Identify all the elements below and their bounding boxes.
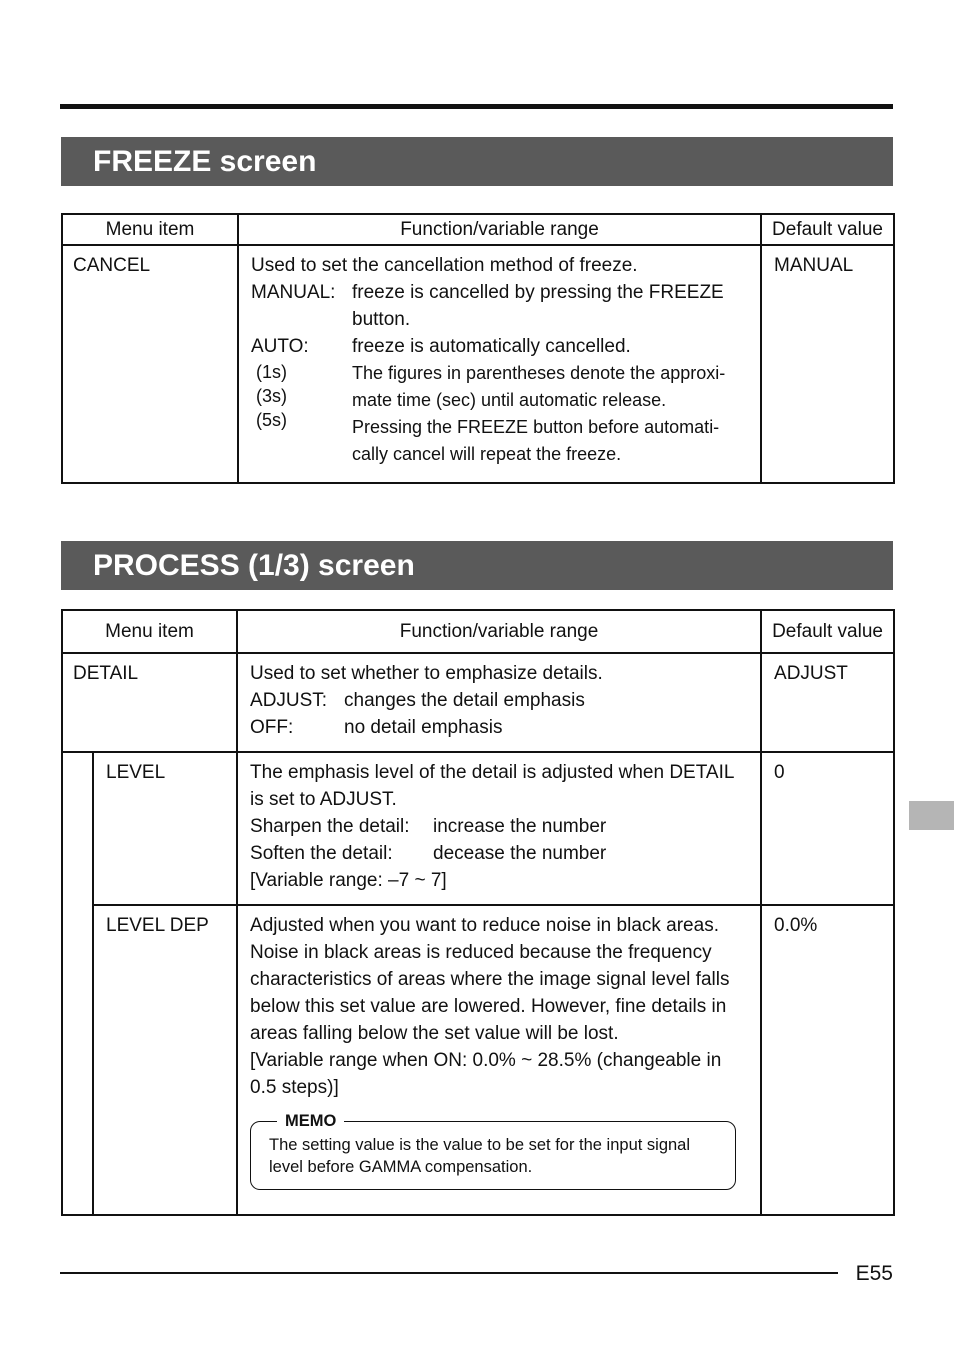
header-default: Default value — [761, 214, 894, 245]
auto-label: AUTO: — [251, 336, 309, 357]
header-function: Function/variable range — [238, 214, 761, 245]
level-dep-text: Adjusted when you want to reduce noise in black areas. Noise in black areas is reduced because the frequency characteristics of areas where the image signal level falls below this set value are lowered. However, fine details in areas falling below the set value will be lost. — [250, 915, 730, 1044]
cancel-default: MANUAL — [761, 245, 894, 483]
soften-label: Soften the detail: — [250, 843, 393, 864]
memo-text: The setting value is the value to be set for the input signal level before GAMMA compensation. — [269, 1136, 691, 1176]
header-function: Function/variable range — [237, 610, 761, 653]
option-1s: (1s) — [256, 362, 287, 382]
level-default: 0 — [761, 752, 894, 905]
level-dep-default: 0.0% — [761, 905, 894, 1215]
table-row-detail — [62, 653, 894, 752]
sharpen-text: increase the number — [433, 816, 607, 837]
freeze-table — [61, 213, 895, 484]
option-5s: (5s) — [256, 410, 287, 430]
detail-function — [237, 653, 761, 752]
indent-cell — [62, 752, 93, 1215]
cancel-auto-notes — [251, 360, 750, 468]
header-menu-item: Menu item — [62, 214, 238, 245]
detail-adjust-row — [250, 687, 750, 714]
detail-off-row — [250, 714, 750, 741]
off-text: no detail emphasis — [344, 717, 503, 738]
level-item: LEVEL — [93, 752, 237, 905]
detail-item: DETAIL — [62, 653, 237, 752]
level-dep-item: LEVEL DEP — [93, 905, 237, 1215]
soften-text: decease the number — [433, 843, 607, 864]
off-label: OFF: — [250, 717, 294, 738]
top-rule — [60, 104, 893, 109]
auto-text: freeze is automatically cancelled. — [352, 336, 631, 357]
page-number: E55 — [855, 1262, 893, 1285]
process-table — [61, 609, 895, 1216]
process-header-row — [62, 610, 894, 653]
level-intro: The emphasis level of the detail is adjusted when DETAIL is set to ADJUST. — [250, 762, 734, 810]
freeze-section-title: FREEZE screen — [61, 137, 893, 186]
auto-note-1: The figures in parentheses denote the approxi-mate time (sec) until automatic release. — [352, 363, 726, 410]
header-default: Default value — [761, 610, 894, 653]
table-row-level — [62, 752, 894, 905]
freeze-header-row — [62, 214, 894, 245]
option-3s: (3s) — [256, 386, 287, 406]
cancel-function — [238, 245, 761, 483]
table-row-level-dep — [62, 905, 894, 1215]
memo-title: MEMO — [277, 1110, 344, 1132]
cancel-item: CANCEL — [62, 245, 238, 483]
header-menu-item: Menu item — [62, 610, 237, 653]
adjust-text: changes the detail emphasis — [344, 690, 585, 711]
auto-note-2: Pressing the FREEZE button before automati-cally cancel will repeat the freeze. — [352, 417, 720, 464]
level-range: [Variable range: –7 ~ 7] — [250, 870, 447, 891]
adjust-label: ADJUST: — [250, 690, 328, 711]
detail-default: ADJUST — [761, 653, 894, 752]
bottom-rule — [60, 1272, 838, 1274]
level-function — [237, 752, 761, 905]
sharpen-label: Sharpen the detail: — [250, 816, 410, 837]
level-sharpen-row — [250, 813, 750, 840]
memo-box — [250, 1112, 736, 1190]
cancel-auto-row — [251, 333, 750, 360]
manual-label: MANUAL: — [251, 282, 336, 303]
detail-intro: Used to set whether to emphasize details. — [250, 663, 603, 684]
level-soften-row — [250, 840, 750, 867]
auto-options — [251, 360, 352, 468]
cancel-intro: Used to set the cancellation method of freeze. — [251, 255, 638, 276]
level-dep-range: [Variable range when ON: 0.0% ~ 28.5% (changeable in 0.5 steps)] — [250, 1050, 722, 1098]
table-row-cancel — [62, 245, 894, 483]
auto-notes — [352, 360, 750, 468]
level-dep-function — [237, 905, 761, 1215]
process-section-title: PROCESS (1/3) screen — [61, 541, 893, 590]
cancel-manual-row — [251, 279, 750, 333]
section-tab-marker — [909, 801, 954, 830]
manual-text: freeze is cancelled by pressing the FREEZE button. — [352, 282, 724, 330]
